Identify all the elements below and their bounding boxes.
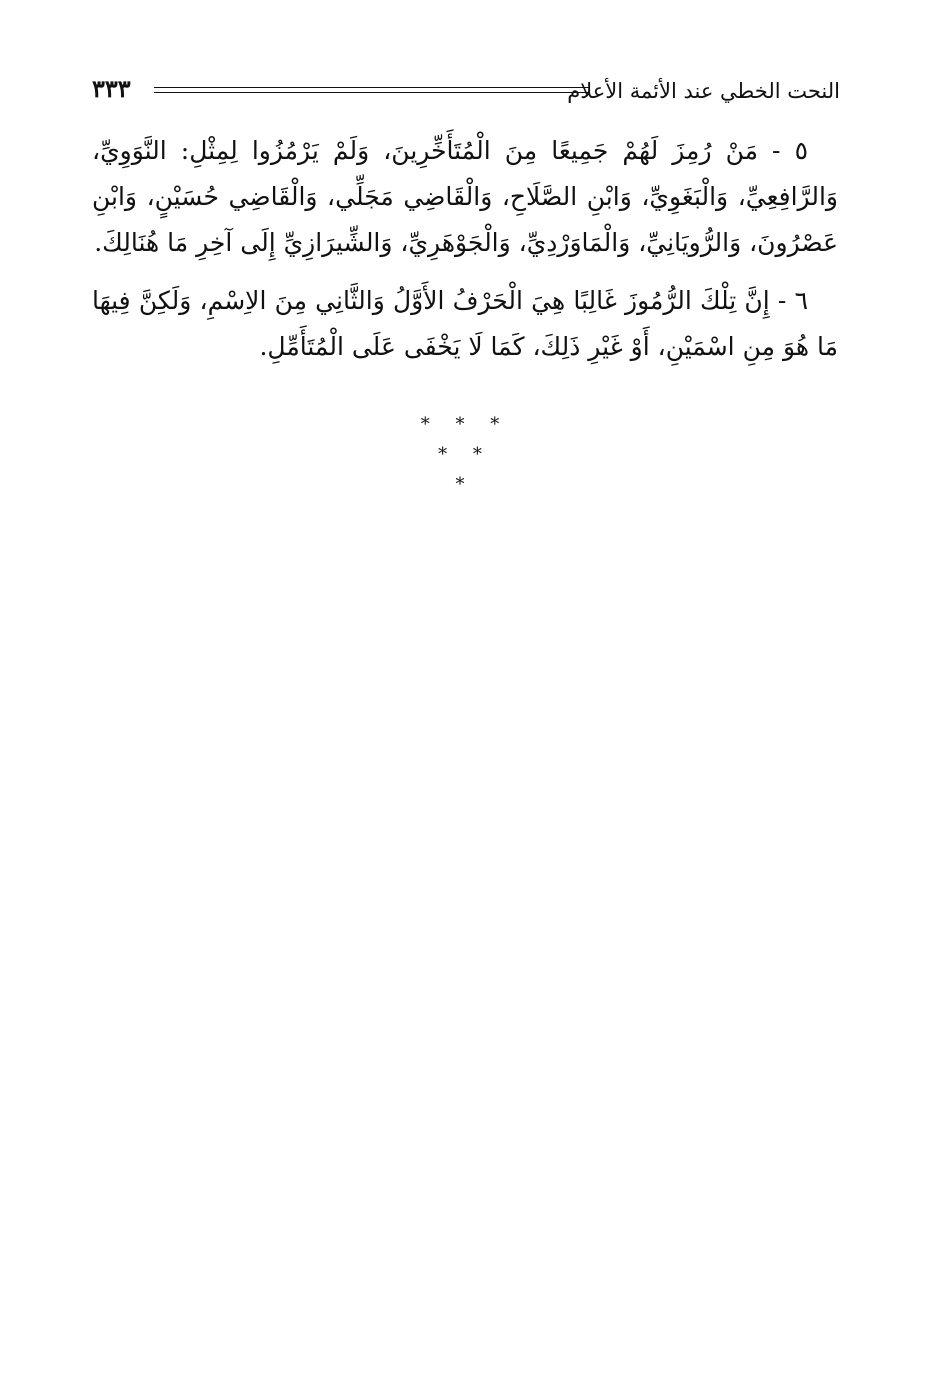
- page-number: ٣٣٣: [92, 74, 131, 103]
- paragraph-5: ٥ - مَنْ رُمِزَ لَهُمْ جَمِيعًا مِنَ الْمُتَأَخِّرِينَ، وَلَمْ يَرْمُزُوا لِمِثْلِ: النَّوَوِيِّ، وَالرَّافِعِيِّ، وَالْبَغَوِيِّ، وَابْنِ الصَّلَاحِ، وَالْقَاضِي مَجَلِّي، وَالْقَاضِي حُسَيْنٍ، وَابْنِ عَصْرُونَ، وَالرُّويَانِيِّ، وَالْمَاوَرْدِيِّ، وَالْجَوْهَرِيِّ، وَالشِّيرَازِيِّ إِلَى آخِرِ مَا هُنَالِكَ.: [92, 136, 838, 257]
- ornament-row-3: *: [455, 474, 475, 495]
- page-header: [92, 74, 840, 114]
- ornament-row-1: * * *: [420, 414, 510, 435]
- section-end-ornament: [0, 410, 930, 500]
- ornament-row-2: * *: [438, 444, 492, 465]
- body-text: [92, 128, 838, 382]
- running-title: النحت الخطي عند الأئمة الأعلام: [567, 79, 840, 103]
- paragraph-6: ٦ - إِنَّ تِلْكَ الرُّمُوزَ غَالِبًا هِيَ الْحَرْفُ الأَوَّلُ وَالثَّانِي مِنَ الاِسْمِ، وَلَكِنَّ فِيهَا مَا هُوَ مِنِ اسْمَيْنِ، أَوْ غَيْرِ ذَلِكَ، كَمَا لَا يَخْفَى عَلَى الْمُتَأَمِّلِ.: [92, 286, 838, 361]
- header-rule: [154, 87, 590, 93]
